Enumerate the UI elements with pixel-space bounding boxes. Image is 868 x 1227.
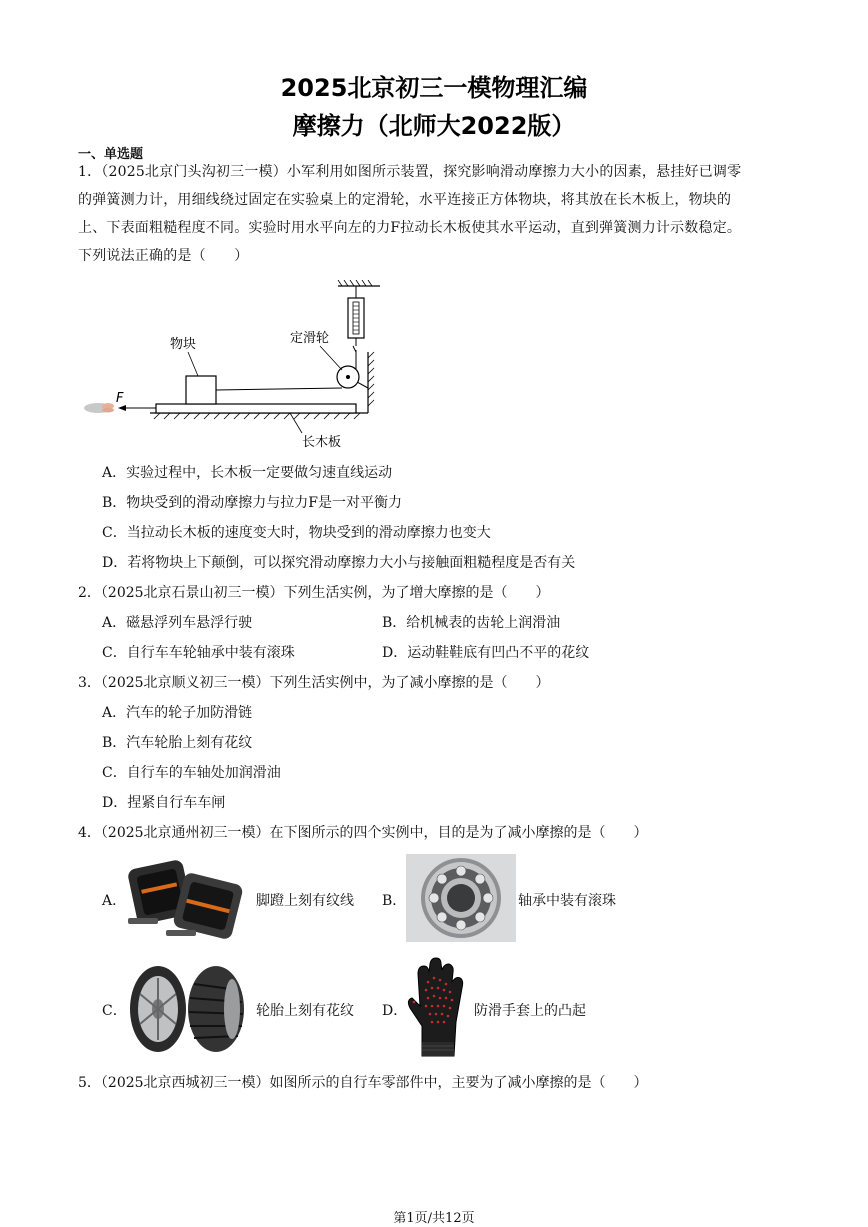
force-label: F [116,391,124,406]
spring-scale-icon [348,286,364,352]
pulley-label: 定滑轮 [290,331,330,346]
question-1-line: 的弹簧测力计，用细线绕过固定在实验桌上的定滑轮，水平连接正方体物块，将其放在长木板上，物块的 [78,192,732,208]
pedal-icon [127,859,244,941]
question-1-line: 下列说法正确的是（ ） [78,248,249,264]
bearing-image [406,854,516,942]
question-2-option-b[interactable]: B．给机械表的齿轮上润滑油 [382,615,561,631]
question-4-option-c-letter[interactable]: C． [102,1003,127,1019]
block-shape [186,376,216,404]
document-subtitle: 摩擦力（北师大2022版） [292,112,576,140]
tire-image [128,964,248,1054]
long-board-shape [156,404,356,413]
pedal-image [126,852,254,944]
question-2-option-a[interactable]: A．磁悬浮列车悬浮行驶 [102,615,253,631]
question-3-option-c[interactable]: C．自行车的车轴处加润滑油 [102,765,281,781]
question-4-option-a-caption: 脚蹬上刻有纹线 [256,893,354,909]
question-5-stem: 5．（2025北京西城初三一模）如图所示的自行车零部件中，主要为了减小摩擦的是（ ） [78,1075,648,1091]
question-2-stem: 2．（2025北京石景山初三一模）下列生活实例，为了增大摩擦的是（ ） [78,585,550,601]
board-label: 长木板 [302,435,342,450]
question-1-line: 上、下表面粗糙程度不同。实验时用水平向左的力F拉动长木板使其水平运动，直到弹簧测力计示数稳定。 [78,220,742,236]
bearing-icon [421,858,501,938]
tire-icon [130,966,244,1052]
question-4-option-b-letter[interactable]: B． [382,893,407,909]
page-footer: 第1页/共12页 [393,1211,475,1226]
question-4-stem: 4．（2025北京通州初三一模）在下图所示的四个实例中，目的是为了减小摩擦的是（ ） [78,825,648,841]
question-3-option-d[interactable]: D．捏紧自行车车闸 [102,795,226,811]
document-title: 2025北京初三一模物理汇编 [280,74,588,102]
question-4-option-d-letter[interactable]: D． [382,1003,408,1019]
question-3-option-b[interactable]: B．汽车轮胎上刻有花纹 [102,735,253,751]
question-1-line: 1．（2025北京门头沟初三一模）小军利用如图所示装置，探究影响滑动摩擦力大小的因素，悬挂好已调零 [78,164,742,180]
hand-icon [84,403,114,413]
question-1-option-b[interactable]: B．物块受到的滑动摩擦力与拉力F是一对平衡力 [102,495,403,511]
question-1-option-c[interactable]: C．当拉动长木板的速度变大时，物块受到的滑动摩擦力也变大 [102,525,491,541]
question-1-option-a[interactable]: A．实验过程中，长木板一定要做匀速直线运动 [102,465,393,481]
section-heading: 一、单选题 [78,147,144,162]
glove-image [404,956,472,1062]
question-4-option-d-caption: 防滑手套上的凸起 [474,1003,586,1019]
question-4-option-b-caption: 轴承中装有滚珠 [518,893,616,909]
question-1-stem [78,158,794,270]
question-4-option-c-caption: 轮胎上刻有花纹 [256,1003,354,1019]
question-3-stem: 3．（2025北京顺义初三一模）下列生活实例中，为了减小摩擦的是（ ） [78,675,550,691]
glove-icon [408,958,462,1056]
friction-apparatus-figure [80,280,380,452]
block-label: 物块 [170,337,197,352]
question-2-option-c[interactable]: C．自行车车轮轴承中装有滚珠 [102,645,295,661]
question-3-option-a[interactable]: A．汽车的轮子加防滑链 [102,705,253,721]
question-1-option-d[interactable]: D．若将物块上下颠倒，可以探究滑动摩擦力大小与接触面粗糙程度是否有关 [102,555,576,571]
question-4-option-a-letter[interactable]: A． [102,893,127,909]
question-2-option-d[interactable]: D．运动鞋鞋底有凹凸不平的花纹 [382,645,590,661]
